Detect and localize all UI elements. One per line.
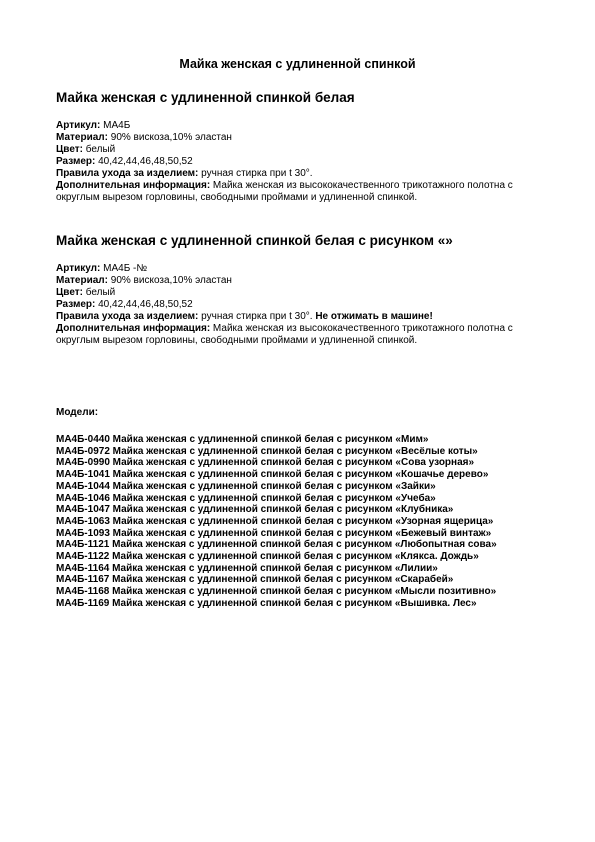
info-value: Майка женская из высококачественного трикотажного полотна с округлым вырезом горловины, свободными проймами и удлиненной спинкой.	[56, 323, 513, 346]
list-item: МА4Б-1041 Майка женская с удлиненной спинкой белая с рисунком «Кошачье дерево»	[56, 469, 489, 481]
color-label: Цвет:	[56, 144, 83, 155]
size-label: Размер:	[56, 156, 96, 167]
product-1-care	[56, 168, 546, 180]
article-value: МА4Б	[100, 120, 131, 131]
size-label: Размер:	[56, 299, 96, 310]
list-item: МА4Б-1167 Майка женская с удлиненной спинкой белая с рисунком «Скарабей»	[56, 574, 454, 586]
size-value: 40,42,44,46,48,50,52	[95, 156, 193, 167]
article-label: Артикул:	[56, 120, 101, 131]
list-item: МА4Б-1044 Майка женская с удлиненной спинкой белая с рисунком «Зайки»	[56, 480, 436, 492]
product-1-info	[56, 180, 546, 204]
list-item: МА4Б-1169 Майка женская с удлиненной спинкой белая с рисунком «Вышивка. Лес»	[56, 597, 477, 609]
product-1-color	[56, 144, 546, 156]
material-value: 90% вискоза,10% эластан	[107, 275, 232, 286]
document-title: Майка женская с удлиненной спинкой	[179, 57, 416, 71]
product-2-color	[56, 287, 546, 299]
models-heading: Модели:	[56, 407, 99, 418]
size-value: 40,42,44,46,48,50,52	[95, 299, 193, 310]
list-item: МА4Б-1168 Майка женская с удлиненной спинкой белая с рисунком «Мысли позитивно»	[56, 586, 497, 598]
color-value: белый	[82, 144, 116, 155]
product-1-material	[56, 132, 546, 144]
material-value: 90% вискоза,10% эластан	[107, 132, 232, 143]
list-item: МА4Б-0990 Майка женская с удлиненной спинкой белая с рисунком «Сова узорная»	[56, 457, 475, 469]
list-item: МА4Б-1164 Майка женская с удлиненной спинкой белая с рисунком «Лилии»	[56, 562, 438, 574]
product-1-size	[56, 156, 546, 168]
list-item: МА4Б-1046 Майка женская с удлиненной спинкой белая с рисунком «Учеба»	[56, 492, 436, 504]
product-2-properties	[56, 263, 546, 347]
list-item: МА4Б-0972 Майка женская с удлиненной спинкой белая с рисунком «Весёлые коты»	[56, 445, 478, 457]
info-value: Майка женская из высококачественного трикотажного полотна с округлым вырезом горловины, свободными проймами и удлиненной спинкой.	[56, 180, 513, 203]
product-1-title: Майка женская с удлиненной спинкой белая	[56, 90, 355, 105]
list-item: МА4Б-0440 Майка женская с удлиненной спинкой белая с рисунком «Мим»	[56, 434, 429, 445]
product-2-article	[56, 263, 546, 275]
care-label: Правила ухода за изделием:	[56, 311, 199, 322]
color-value: белый	[82, 287, 116, 298]
care-value: ручная стирка при t 30°.	[198, 311, 316, 322]
product-2-care	[56, 311, 546, 323]
material-label: Материал:	[56, 275, 108, 286]
care-warning: Не отжимать в машине!	[315, 311, 433, 322]
care-label: Правила ухода за изделием:	[56, 168, 199, 179]
care-value: ручная стирка при t 30°.	[198, 168, 313, 179]
product-2-material	[56, 275, 546, 287]
info-label: Дополнительная информация:	[56, 180, 211, 191]
article-value: МА4Б -№	[100, 263, 148, 274]
models-list	[56, 434, 541, 610]
product-2-info	[56, 323, 546, 347]
product-2-size	[56, 299, 546, 311]
list-item: МА4Б-1122 Майка женская с удлиненной спинкой белая с рисунком «Клякса. Дождь»	[56, 551, 479, 563]
list-item: МА4Б-1047 Майка женская с удлиненной спинкой белая с рисунком «Клубника»	[56, 504, 454, 516]
material-label: Материал:	[56, 132, 108, 143]
color-label: Цвет:	[56, 287, 83, 298]
product-1-properties	[56, 120, 546, 204]
info-label: Дополнительная информация:	[56, 323, 211, 334]
product-2-title: Майка женская с удлиненной спинкой белая с рисунком «»	[56, 233, 453, 248]
list-item: МА4Б-1121 Майка женская с удлиненной спинкой белая с рисунком «Любопытная сова»	[56, 539, 497, 551]
article-label: Артикул:	[56, 263, 101, 274]
list-item: МА4Б-1093 Майка женская с удлиненной спинкой белая с рисунком «Бежевый винтаж»	[56, 527, 492, 539]
list-item: МА4Б-1063 Майка женская с удлиненной спинкой белая с рисунком «Узорная ящерица»	[56, 515, 494, 527]
product-1-article	[56, 120, 546, 132]
